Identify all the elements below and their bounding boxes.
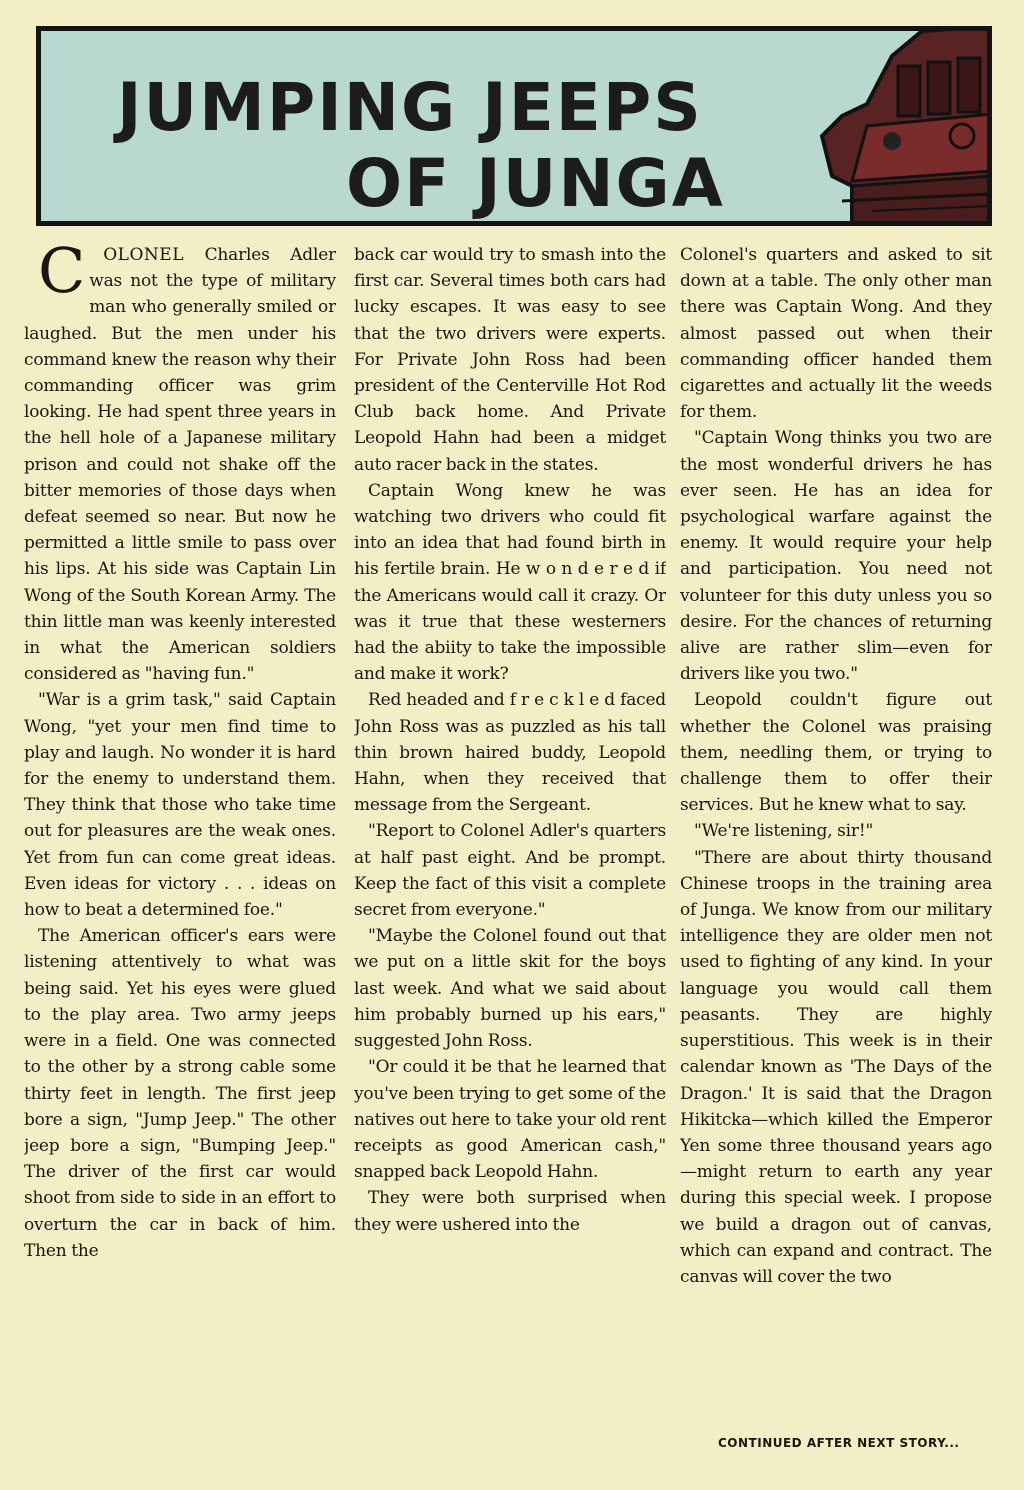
lead-word: OLONEL [103, 245, 184, 265]
title-line-1: JUMPING JEEPS [117, 69, 703, 146]
continued-note: CONTINUED AFTER NEXT STORY... [718, 1436, 960, 1450]
column-3 [680, 242, 992, 1432]
title-line-2: OF JUNGA [346, 145, 725, 222]
drop-cap: C [38, 242, 86, 307]
paragraph-continued: back car would try to smash into the first car. Several times both cars had lucky escapes. It was easy to see that the two drivers were experts. For Private John Ross had been president of the Centerville Hot Rod Club back home. And Private Leopold Hahn had been a midget auto racer back in the states. [354, 245, 666, 475]
paragraph: They were both surprised when they were ushered into the [354, 1188, 666, 1235]
paragraph: "Captain Wong thinks you two are the most wonderful drivers he has ever seen. He has an idea for psychological warfare against the enemy. It would require your help and participation. You need not volunteer for this duty unless you so desire. For the chances of returning alive are rather slim—even for drivers like you two." [680, 428, 992, 685]
opening-paragraph [24, 242, 336, 687]
paragraph: "Maybe the Colonel found out that we put on a little skit for the boys last week. And what we said about him probably burned up his ears," suggested John Ross. [354, 926, 666, 1052]
opening-text: Charles Adler was not the type of military man who generally smiled or laughed. But the men under his command knew the reason why their commanding officer was grim looking. He had spent three years in the hell hole of a Japanese military prison and could not shake off the bitter memories of those days when defeat seemed so near. But now he permitted a little smile to pass over his lips. At his side was Captain Lin Wong of the South Korean Army. The thin little man was keenly interested in what the American soldiers considered as "having fun." [24, 245, 336, 685]
paragraph: Leopold couldn't figure out whether the Colonel was praising them, needling them, or trying to challenge them to offer their services. But he knew what to say. [680, 690, 992, 816]
paragraph: "There are about thirty thousand Chinese troops in the training area of Junga. We know from our military intelligence they are older men not used to fighting of any kind. In your language you would call them peasants. They are highly superstitious. This week is in their calendar known as 'The Days of the Dragon.' It is said that the Dragon Hikitcka—which killed the Emperor Yen some three thousand years ago—might return to earth any year during this special week. I propose we build a dragon out of canvas, which can expand and contract. The canvas will cover the two [680, 847, 992, 1287]
paragraph: "Or could it be that he learned that you've been trying to get some of the natives out here to take your old rent receipts as good American cash," snapped back Leopold Hahn. [354, 1057, 666, 1183]
story-columns [24, 242, 996, 1432]
paragraph: "We're listening, sir!" [694, 821, 874, 842]
column-1 [24, 242, 336, 1432]
paragraph: The American officer's ears were listening attentively to what was being said. Yet his eyes were glued to the play area. Two army jeeps were in a field. One was connected to the other by a strong cable some thirty feet in length. The first jeep bore a sign, "Jump Jeep." The other jeep bore a sign, "Bumping Jeep." The driver of the first car would shoot from side to side in an effort to overturn the car in back of him. Then the [24, 926, 336, 1261]
paragraph-continued: Colonel's quarters and asked to sit down at a table. The only other man there was Captain Wong. And they almost passed out when their commanding officer handed them cigarettes and actually lit the weeds for them. [680, 245, 992, 423]
paragraph: Red headed and f r e c k l e d faced John Ross was as puzzled as his tall thin brown haired buddy, Leopold Hahn, when they received that message from the Sergeant. [354, 690, 666, 816]
column-2 [354, 242, 666, 1432]
paragraph: "War is a grim task," said Captain Wong, "yet your men find time to play and laugh. No wonder it is hard for the enemy to understand them. They think that those who take time out for pleasures are the weak ones. Yet from fun can come great ideas. Even ideas for victory . . . ideas on how to beat a determined foe." [24, 690, 336, 921]
title-panel [36, 26, 992, 226]
paragraph: Captain Wong knew he was watching two drivers who could fit into an idea that had found birth in his fertile brain. He w o n d e r e d if the Americans would call it crazy. Or was it true that these westerners had the abiity to take the impossible and make it work? [354, 480, 666, 685]
paragraph: "Report to Colonel Adler's quarters at half past eight. And be prompt. Keep the fact of this visit a complete secret from everyone." [354, 821, 666, 921]
jeep-grille-icon [812, 26, 992, 226]
